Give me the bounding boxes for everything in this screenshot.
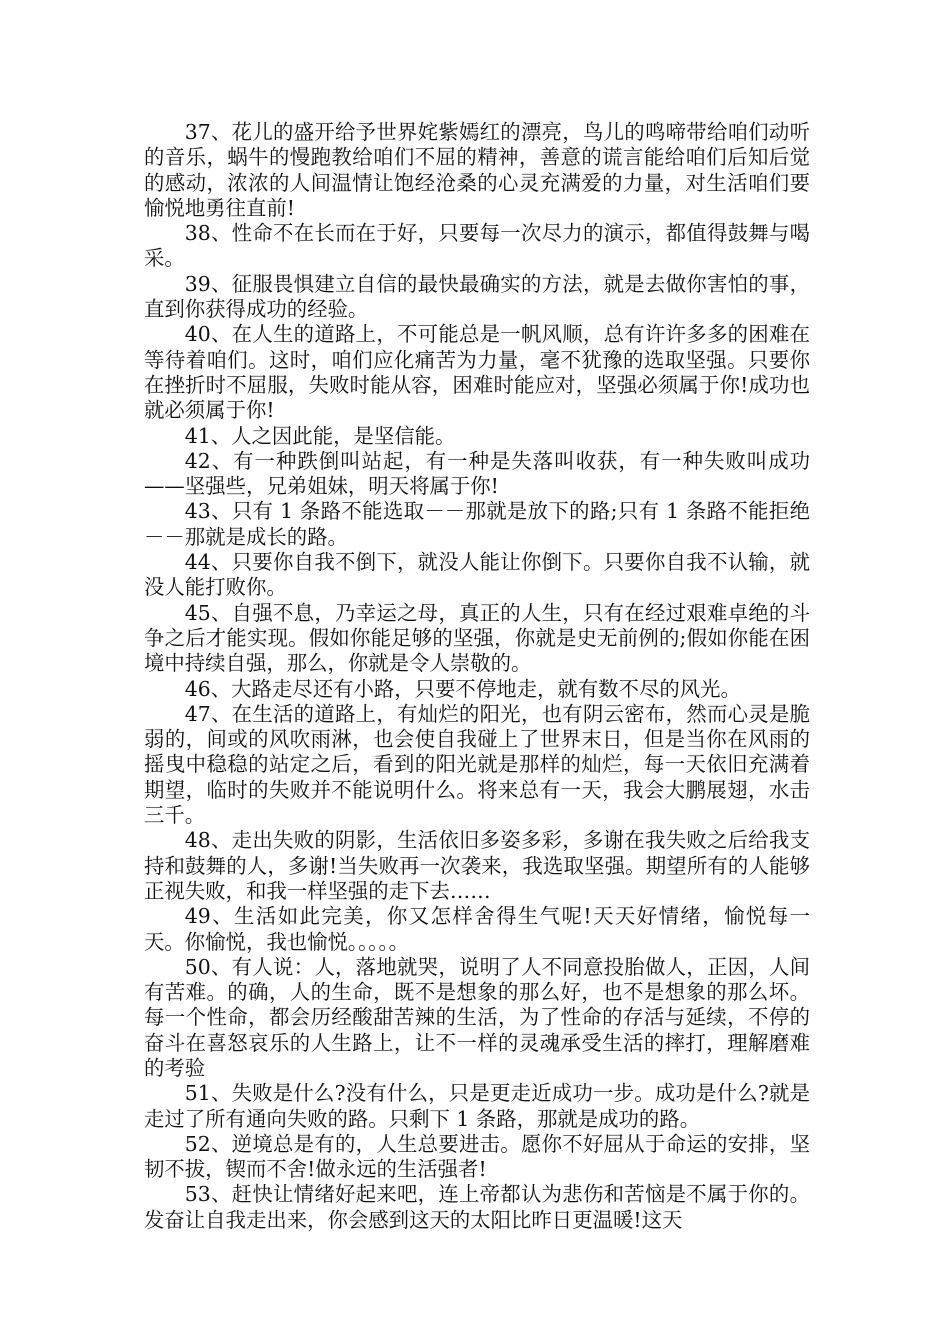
paragraph-37: 37、花儿的盛开给予世界姹紫嫣红的漂亮，鸟儿的鸣啼带给咱们动听的音乐，蜗牛的慢跑教给咱们不屈的精神，善意的谎言能给咱们后知后觉的感动，浓浓的人间温情让饱经沧桑的心灵充满爱的力量，对生活咱们要愉悦地勇往直前! <box>144 120 810 220</box>
paragraph-40: 40、在人生的道路上，不可能总是一帆风顺，总有许许多多的困难在等待着咱们。这时，咱们应化痛苦为力量，毫不犹豫的选取坚强。只要你在挫折时不屈服，失败时能从容，困难时能应对，坚强必须属于你!成功也就必须属于你! <box>144 322 810 423</box>
paragraph-50: 50、有人说：人，落地就哭，说明了人不同意投胎做人，正因，人间有苦难。的确，人的生命，既不是想象的那么好，也不是想象的那么坏。每一个性命，都会历经酸甜苦辣的生活，为了性命的存活与延续，不停的奋斗在喜怒哀乐的人生路上，让不一样的灵魂承受生活的摔打，理解磨难的考验 <box>144 954 810 1080</box>
paragraph-46: 46、大路走尽还有小路，只要不停地走，就有数不尽的风光。 <box>184 676 741 701</box>
paragraph-48: 48、走出失败的阴影，生活依旧多姿多彩，多谢在我失败之后给我支持和鼓舞的人，多谢!当失败再一次袭来，我选取坚强。期望所有的人能够正视失败，和我一样坚强的走下去…… <box>144 828 810 903</box>
paragraph-47: 47、在生活的道路上，有灿烂的阳光，也有阴云密布，然而心灵是脆弱的，间或的风吹雨淋，也会使自我碰上了世界末日，但是当你在风雨的摇曳中稳稳的站定之后，看到的阳光就是那样的灿烂，每一天依旧充满着期望，临时的失败并不能说明什么。将来总有一天，我会大鹏展翅，水击三千。 <box>144 701 810 828</box>
paragraph-49: 49、生活如此完美，你又怎样舍得生气呢!天天好情绪，愉悦每一天。你愉悦，我也愉悦。。。。。 <box>144 904 810 954</box>
paragraph-45: 45、自强不息，乃幸运之母，真正的人生，只有在经过艰难卓绝的斗争之后才能实现。假如你能足够的坚强，你就是史无前例的;假如你能在困境中持续自强，那么，你就是令人崇敬的。 <box>144 600 810 676</box>
paragraph-38: 38、性命不在长而在于好，只要每一次尽力的演示，都值得鼓舞与喝采。 <box>144 221 810 271</box>
paragraph-43: 43、只有 1 条路不能选取－－那就是放下的路;只有 1 条路不能拒绝－－那就是成长的路。 <box>144 499 810 549</box>
paragraph-51: 51、失败是什么?没有什么，只是更走近成功一步。成功是什么?就是走过了所有通向失败的路。只剩下 1 条路，那就是成功的路。 <box>144 1081 810 1131</box>
paragraph-39: 39、征服畏惧建立自信的最快最确实的方法，就是去做你害怕的事，直到你获得成功的经验。 <box>144 271 810 322</box>
paragraph-52: 52、逆境总是有的，人生总要进击。愿你不好屈从于命运的安排，坚韧不拔，锲而不舍!做永远的生活强者! <box>144 1131 810 1182</box>
paragraph-44: 44、只要你自我不倒下，就没人能让你倒下。只要你自我不认输，就没人能打败你。 <box>144 550 810 600</box>
paragraph-42: 42、有一种跌倒叫站起，有一种是失落叫收获，有一种失败叫成功——坚强些，兄弟姐妹，明天将属于你! <box>144 448 810 499</box>
document-body <box>144 120 810 1233</box>
paragraph-41: 41、人之因此能，是坚信能。 <box>184 423 456 448</box>
paragraph-53: 53、赶快让情绪好起来吧，连上帝都认为悲伤和苦恼是不属于你的。发奋让自我走出来，你会感到这天的太阳比昨日更温暖!这天 <box>144 1182 810 1232</box>
